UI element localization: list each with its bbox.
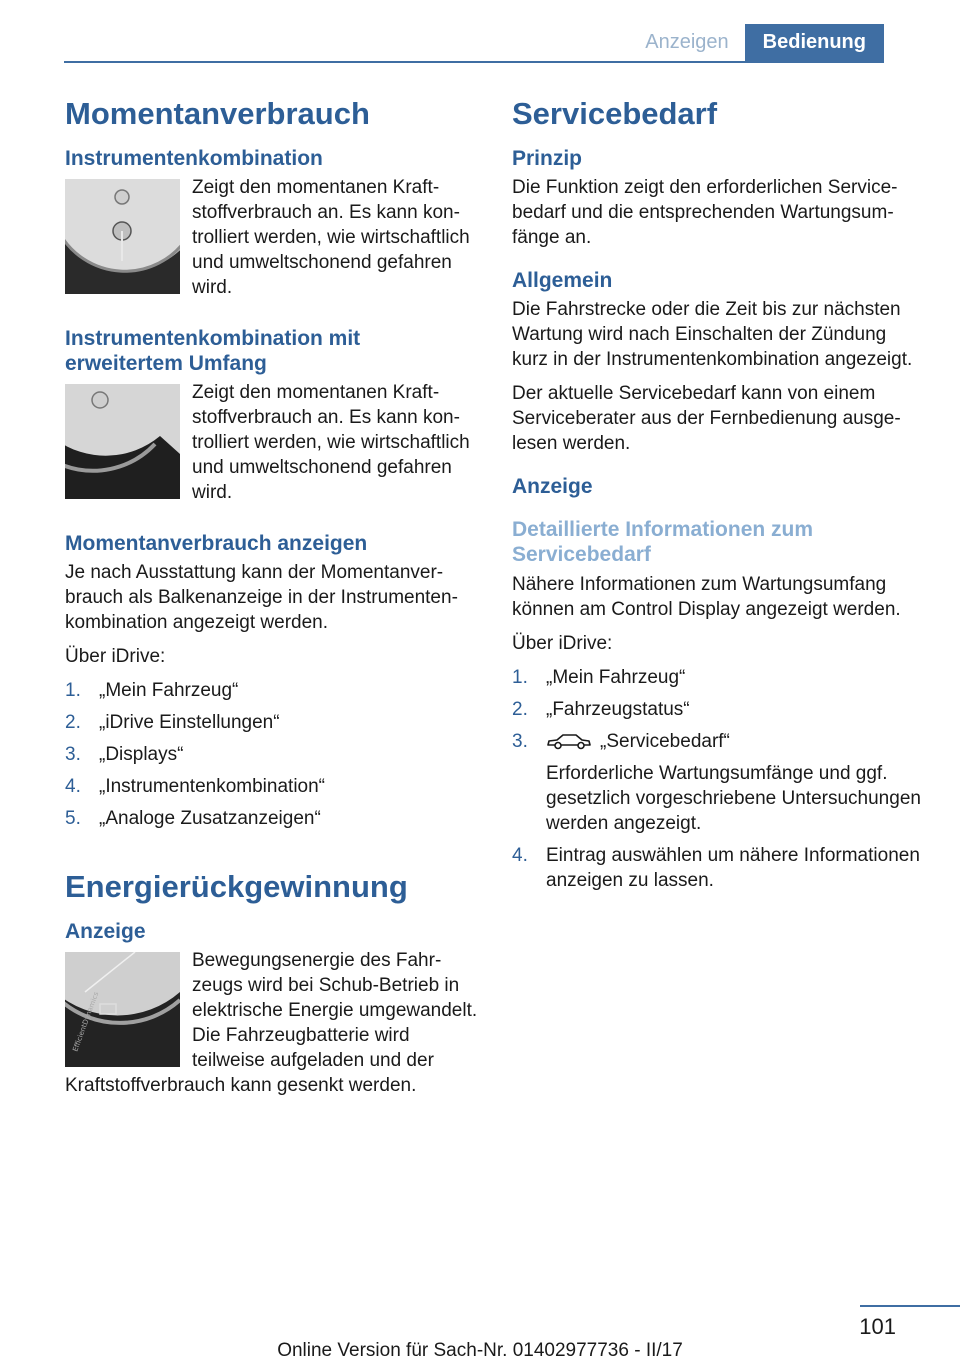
page-number: 101 <box>859 1314 896 1339</box>
heading-anzeige-right: Anzeige <box>512 475 593 499</box>
list-item: 3. „Displays“ <box>65 744 184 766</box>
svg-text:EfficientDynamics: EfficientDynamics <box>71 990 101 1053</box>
heading-momentanverbrauch-anzeigen: Momentanverbrauch anzeigen <box>65 532 368 556</box>
text-prinzip: Die Funktion zeigt den erforderlichen Servicebedarf und die entsprechenden Wartungsumfänge an. <box>512 176 898 248</box>
online-version-note: Online Version für Sach-Nr. 01402977736 - II/17 <box>277 1340 683 1361</box>
list-idrive-right <box>512 665 922 893</box>
list-item: 1. „Mein Fahrzeug“ <box>512 666 686 688</box>
heading-instrumentenkombination-erweitert: Instrumentenkombination mit erweitertem Umfang <box>65 326 361 376</box>
text-momentanverbrauch-anzeigen: Je nach Ausstattung kann der Momentanverbrauch als Balkenanzeige in der Instrumentenkombination angezeigt werden. <box>65 562 458 634</box>
figure-block-1 <box>65 175 480 300</box>
left-column <box>65 96 480 1107</box>
list-item: 2. „iDrive Einstellungen“ <box>65 712 280 734</box>
heading-prinzip: Prinzip <box>512 146 583 170</box>
list-item: 2. „Fahrzeugstatus“ <box>512 698 690 720</box>
text-energierueckgewinnung: Bewegungsenergie des Fahrzeugs wird bei Schub-Betrieb in elektrische Energie umgewandelt. Die Fahrzeugbatterie wird teilweise aufgeladen und der Kraftstoffverbrauch kann gesenkt werden. <box>65 950 478 1097</box>
figure-block-2 <box>65 380 480 505</box>
gauge-image-2 <box>65 384 180 499</box>
list-item: 4. Eintrag auswählen um nähere Informationen anzeigen zu lassen. <box>512 844 920 891</box>
list-item: 1. „Mein Fahrzeug“ <box>65 680 239 702</box>
list-item: 4. „Instrumentenkombination“ <box>65 776 325 798</box>
heading-detaillierte-informationen: Detaillierte Informationen zum Servicebedarf <box>512 518 814 567</box>
text-detaillierte-informationen: Nähere Informationen zum Wartungsumfang können am Control Display angezeigt werden. <box>512 573 901 620</box>
text-allgemein-1: Die Fahrstrecke oder die Zeit bis zur nächsten Wartung wird nach Einschalten der Zündung kurz in der Instrumentenkombination angezeigt. <box>512 299 913 371</box>
text-ueber-idrive-right: Über iDrive: <box>512 632 613 654</box>
heading-instrumentenkombination: Instrumentenkombination <box>65 146 323 170</box>
car-icon <box>546 732 592 757</box>
header-tabs <box>629 24 884 61</box>
text-instrumentenkombination: Zeigt den momentanen Kraftstoffverbrauch an. Es kann kontrolliert werden, wie wirtschaftlich und umweltschonend gefahren wird. <box>192 176 470 298</box>
tab-bedienung[interactable]: Bedienung <box>745 24 884 61</box>
text-instrumentenkombination-erweitert: Zeigt den momentanen Kraftstoffverbrauch an. Es kann kontrolliert werden, wie wirtschaftlich und umweltschonend gefahren wird. <box>192 382 470 504</box>
heading-servicebedarf: Servicebedarf <box>512 96 718 131</box>
heading-momentanverbrauch: Momentanverbrauch <box>65 96 370 131</box>
footer-divider <box>860 1305 960 1307</box>
gauge-image-1 <box>65 179 180 294</box>
list-idrive-left <box>65 678 480 831</box>
heading-anzeige-left: Anzeige <box>65 920 146 944</box>
right-column <box>512 96 922 900</box>
header-divider <box>64 61 884 63</box>
text-allgemein-2: Der aktuelle Servicebedarf kann von einem Serviceberater aus der Fernbedienung ausgelesen werden. <box>512 383 901 455</box>
list-item: 3. „Servicebedarf“ Erforderliche Wartungsumfänge und ggf. gesetzlich vorgeschriebene Untersuchungen werden angezeigt. <box>512 730 921 834</box>
text-ueber-idrive-left: Über iDrive: <box>65 646 166 668</box>
list-item-subtext: Erforderliche Wartungsumfänge und ggf. gesetzlich vorgeschriebene Untersuchungen werden angezeigt. <box>546 762 921 834</box>
figure-block-3 <box>65 948 480 1098</box>
gauge-image-3 <box>65 952 180 1067</box>
heading-allgemein: Allgemein <box>512 268 613 292</box>
list-item: 5. „Analoge Zusatzanzeigen“ <box>65 808 321 830</box>
tab-anzeigen[interactable]: Anzeigen <box>645 31 729 53</box>
heading-energierueckgewinnung: Energierückgewinnung <box>65 869 408 905</box>
